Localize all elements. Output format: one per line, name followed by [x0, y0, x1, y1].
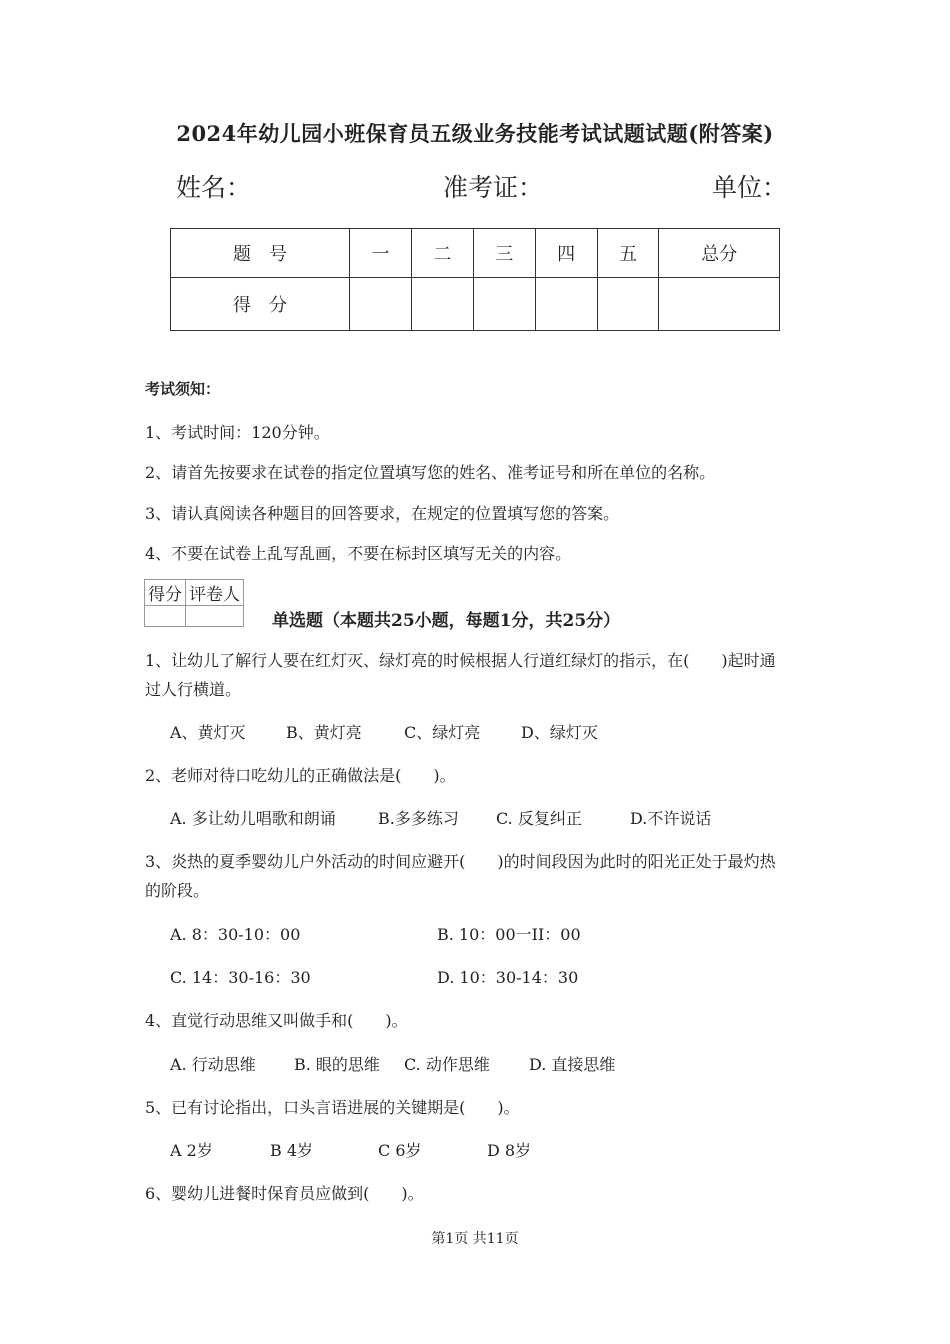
option-d: D.不许说话 [630, 809, 712, 828]
option-b: B. 10：00一II：00 [437, 925, 581, 944]
notice-item: 3、请认真阅读各种题目的回答要求，在规定的位置填写您的答案。 [145, 504, 620, 523]
score-table-header-cell: 二 [411, 229, 473, 278]
section-title: 单选题（本题共25小题，每题1分，共25分） [272, 611, 621, 631]
option-b: B.多多练习 [378, 809, 459, 828]
option-d: D 8岁 [487, 1141, 532, 1160]
grader-reviewer-cell[interactable] [186, 606, 244, 627]
score-table-score-row [171, 278, 780, 331]
score-table-header-cell: 一 [350, 229, 412, 278]
notice-item: 1、考试时间：120分钟。 [145, 423, 330, 442]
grader-score-label: 得分 [145, 580, 186, 606]
score-table-header-cell: 总分 [659, 229, 780, 278]
score-table-header-cell: 四 [535, 229, 597, 278]
question-text: 2、老师对待口吃幼儿的正确做法是( )。 [145, 766, 456, 785]
option-a: A 2岁 [170, 1141, 213, 1160]
grader-box [144, 579, 244, 627]
score-cell[interactable] [535, 278, 597, 331]
notice-item: 4、不要在试卷上乱写乱画，不要在标封区填写无关的内容。 [145, 544, 572, 563]
question-text: 3、炎热的夏季婴幼儿户外活动的时间应避开( )的时间段因为此时的阳光正处于最灼热 [145, 852, 776, 871]
option-c: C、绿灯亮 [404, 723, 481, 742]
option-a: A. 多让幼儿唱歌和朗诵 [170, 809, 336, 828]
option-c: C 6岁 [378, 1141, 422, 1160]
score-cell[interactable] [473, 278, 535, 331]
question-text: 4、直觉行动思维又叫做手和( )。 [145, 1011, 408, 1030]
notice-item: 2、请首先按要求在试卷的指定位置填写您的姓名、准考证号和所在单位的名称。 [145, 463, 716, 482]
option-d: D、绿灯灭 [521, 723, 598, 742]
option-b: B 4岁 [270, 1141, 314, 1160]
option-d: D. 直接思维 [529, 1055, 616, 1074]
option-a: A. 行动思维 [170, 1055, 256, 1074]
page-footer: 第1页 共11页 [431, 1231, 519, 1247]
score-row-label: 得 分 [171, 278, 350, 331]
option-d: D. 10：30-14：30 [437, 968, 579, 987]
question-text: 过人行横道。 [145, 680, 242, 699]
option-c: C. 14：30-16：30 [170, 968, 311, 987]
option-c: C. 反复纠正 [496, 809, 582, 828]
score-table-header-cell: 题 号 [171, 229, 350, 278]
score-table-header-cell: 五 [597, 229, 659, 278]
unit-label: 单位： [712, 173, 788, 202]
page-title: 2024年幼儿园小班保育员五级业务技能考试试题试题(附答案) [176, 121, 774, 146]
score-table-header-cell: 三 [473, 229, 535, 278]
question-text: 5、已有讨论指出，口头言语进展的关键期是( )。 [145, 1098, 520, 1117]
score-table-header-row [171, 229, 780, 278]
question-text: 1、让幼儿了解行人要在红灯灭、绿灯亮的时候根据人行道红绿灯的指示，在( )起时通 [145, 651, 776, 670]
score-cell[interactable] [659, 278, 780, 331]
question-text: 的阶段。 [145, 881, 210, 900]
grader-score-cell[interactable] [145, 606, 186, 627]
option-a: A. 8：30-10：00 [170, 925, 301, 944]
exam-id-label: 准考证： [443, 173, 544, 202]
score-cell[interactable] [350, 278, 412, 331]
option-b: B. 眼的思维 [294, 1055, 380, 1074]
score-table [170, 228, 780, 331]
score-cell[interactable] [411, 278, 473, 331]
grader-reviewer-label: 评卷人 [186, 580, 244, 606]
name-label: 姓名： [176, 173, 252, 202]
score-cell[interactable] [597, 278, 659, 331]
notice-title: 考试须知： [145, 380, 221, 398]
option-b: B、黄灯亮 [286, 723, 362, 742]
option-a: A、黄灯灭 [170, 723, 246, 742]
option-c: C. 动作思维 [404, 1055, 490, 1074]
question-text: 6、婴幼儿进餐时保育员应做到( )。 [145, 1184, 424, 1203]
